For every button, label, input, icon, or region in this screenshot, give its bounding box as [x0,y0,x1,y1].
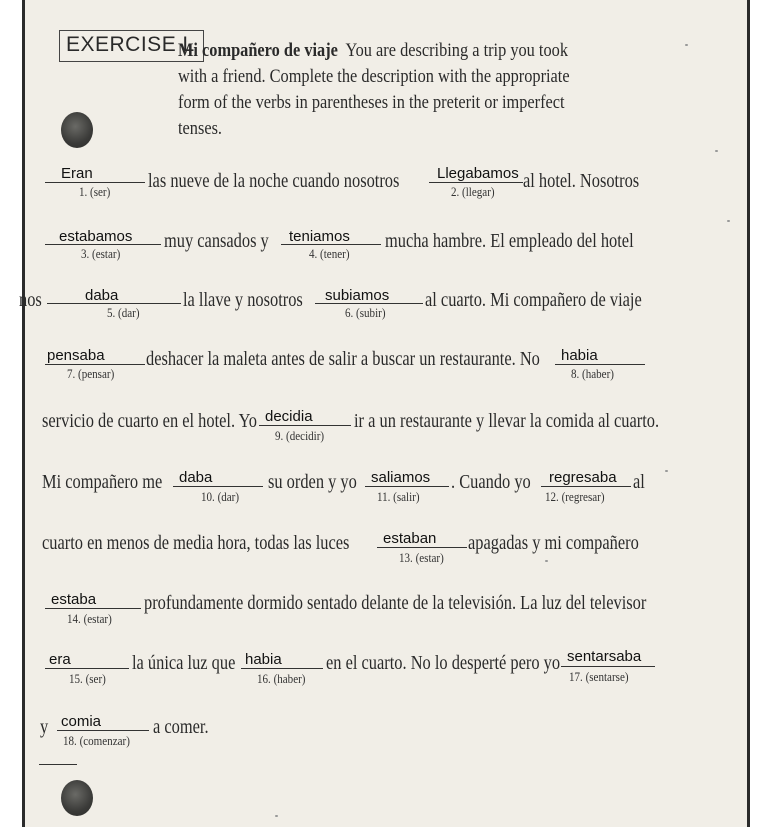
passage-text: nos [19,289,42,311]
verb-hint: 6. (subir) [345,305,386,320]
blank-line [259,425,351,426]
blank-answer[interactable]: teniamos [289,228,350,245]
verb-hint: 10. (dar) [201,489,240,504]
blank-answer[interactable]: estaban [383,530,437,547]
blank-answer[interactable]: sentarsaba [567,648,642,665]
verb-hint: 4. (tener) [309,246,350,261]
paper-speck [275,815,278,817]
verb-hint: 16. (haber) [257,671,306,686]
binder-hole-bottom [61,780,93,816]
blank-answer[interactable]: regresaba [549,469,617,486]
paper-speck [685,44,688,46]
blank-answer[interactable]: daba [85,287,119,304]
exercise-title: Mi compañero de viaje [178,40,338,61]
blank-line [45,364,145,365]
blank-answer[interactable]: daba [179,469,213,486]
paper-speck [665,470,668,472]
instructions-text: You are describing a trip you took with a friend. Complete the description with the appropriate form of the verbs in parentheses in the preterit or imperfect tenses. [178,40,570,139]
passage-text: ir a un restaurante y llevar la comida al cuarto. [354,410,660,432]
blank-line [45,608,141,609]
blank-line [57,730,149,731]
passage-text: al hotel. Nosotros [523,170,640,192]
blank-answer[interactable]: estaba [51,591,97,608]
blank-answer[interactable]: era [49,651,71,668]
passage-text: mucha hambre. El empleado del hotel [385,230,634,252]
blank-line [561,666,655,667]
passage-text: a comer. [153,716,209,738]
verb-hint: 18. (comenzar) [63,733,130,748]
passage-text: la única luz que [132,652,236,674]
blank-line [173,486,263,487]
passage-text: muy cansados y [164,230,269,252]
blank-answer[interactable]: Eran [61,165,93,182]
instructions [178,38,582,142]
passage-text: servicio de cuarto en el hotel. Yo [42,410,257,432]
verb-hint: 12. (regresar) [545,489,605,504]
blank-line [541,486,631,487]
blank-line [315,303,423,304]
exercise-label: EXERCISE L [59,30,204,62]
blank-line [377,547,467,548]
divider [39,764,77,765]
passage-text: profundamente dormido sentado delante de la televisión. La luz del televisor [144,592,647,614]
binder-hole-top [61,112,93,148]
blank-line [45,244,161,245]
worksheet-page [19,0,750,827]
passage-text: y [40,716,49,738]
verb-hint: 9. (decidir) [275,428,325,443]
passage-text: al cuarto. Mi compañero de viaje [425,289,642,311]
passage-text: cuarto en menos de media hora, todas las luces [42,532,350,554]
passage-text: en el cuarto. No lo desperté pero yo [326,652,561,674]
blank-line [365,486,449,487]
passage-text: . Cuando yo [451,471,531,493]
verb-hint: 1. (ser) [79,184,111,199]
passage-text: al [633,471,645,493]
passage-text: apagadas y mi compañero [468,532,639,554]
verb-hint: 2. (llegar) [451,184,495,199]
passage-text: las nueve de la noche cuando nosotros [148,170,400,192]
blank-answer[interactable]: subiamos [325,287,390,304]
blank-line [45,182,145,183]
blank-line [45,668,129,669]
verb-hint: 11. (salir) [377,489,420,504]
verb-hint: 5. (dar) [107,305,140,320]
verb-hint: 7. (pensar) [67,366,115,381]
paper-speck [545,560,548,562]
blank-answer[interactable]: estabamos [59,228,133,245]
passage-text: su orden y yo [268,471,357,493]
blank-answer[interactable]: decidia [265,408,313,425]
blank-answer[interactable]: pensaba [47,347,105,364]
blank-answer[interactable]: saliamos [371,469,431,486]
passage-text: Mi compañero me [42,471,163,493]
verb-hint: 17. (sentarse) [569,669,629,684]
verb-hint: 3. (estar) [81,246,121,261]
verb-hint: 8. (haber) [571,366,614,381]
blank-answer[interactable]: habia [245,651,282,668]
blank-answer[interactable]: Llegabamos [437,165,519,182]
blank-line [241,668,323,669]
blank-answer[interactable]: habia [561,347,598,364]
blank-line [429,182,523,183]
blank-line [555,364,645,365]
verb-hint: 15. (ser) [69,671,106,686]
blank-line [47,303,181,304]
verb-hint: 14. (estar) [67,611,112,626]
blank-answer[interactable]: comia [61,713,102,730]
verb-hint: 13. (estar) [399,550,444,565]
paper-speck [715,150,718,152]
passage-text: deshacer la maleta antes de salir a buscar un restaurante. No [146,348,540,370]
blank-line [281,244,381,245]
passage-text: la llave y nosotros [183,289,303,311]
paper-speck [727,220,730,222]
